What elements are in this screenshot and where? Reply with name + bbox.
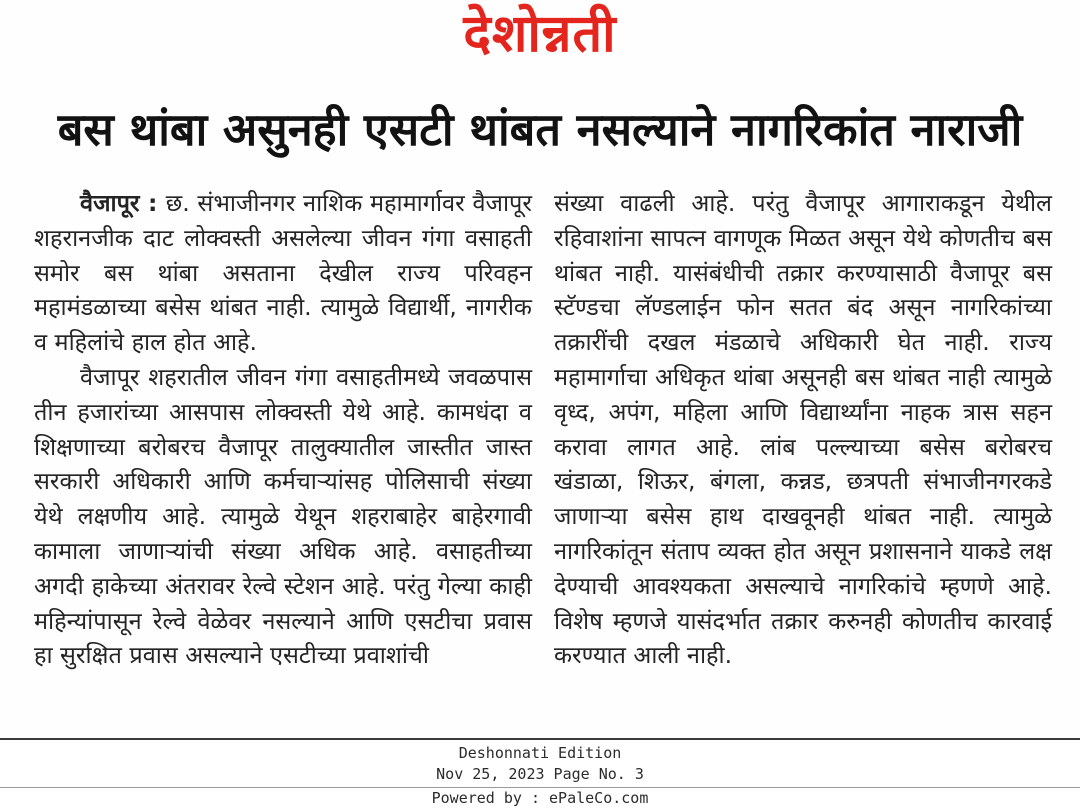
paragraph-text: संख्या वाढली आहे. परंतु वैजापूर आगाराकडून येथील रहिवाशांना सापत्न वागणूक मिळत असून येथे कोणतीच बस थांबत नाही. यासंबंधीची तक्रार करण्यासाठी वैजापूर बस स्टॅण्डचा लॅण्डलाईन फोन सतत बंद असून नागरिकांच्या तक्रारींची दखल मंडळाचे अधिकारी घेत नाही. राज्य महामार्गाचा अधिकृत थांबा असूनही बस थांबत नाही त्यामुळे वृध्द, अपंग, महिला आणि विद्यार्थ्यांना नाहक त्रास सहन करावा लागत आहे. लांब पल्ल्याच्या बसेस बरोबरच खंडाळा, शिऊर, बंगला, कन्नड, छत्रपती संभाजीनगरकडे जाणाऱ्या बसेस हाथ दाखवूनही थांबत नाही. त्यामुळे नागरिकांतून संताप व्यक्त होत असून प्रशासनाने याकडे लक्ष देण्याची आवश्यकता असल्याचे नागरिकांचे म्हणणे आहे. विशेष म्हणजे यासंदर्भात तक्रार करुनही कोणतीच कारवाई करण्यात आली नाही. <box>554 189 1052 670</box>
dateline-lead: वैजापूर : <box>80 189 166 217</box>
masthead <box>0 0 1080 72</box>
newspaper-title: देशोन्नती <box>463 4 617 64</box>
paragraph-text: वैजापूर शहरातील जीवन गंगा वसाहतीमध्ये जवळपास तीन हजारांच्या आसपास लोक्वस्ती येथे आहे. कामधंदा व शिक्षणाच्या बरोबरच वैजापूर तालुक्यातील जास्तीत जास्त सरकारी अधिकारी आणि कर्मचाऱ्यांसह पोलिसाची संख्या येथे लक्षणीय आहे. त्यामुळे येथून शहराबाहेर बाहेरगावी कामाला जाणाऱ्यांची संख्या अधिक आहे. वसाहतीच्या अगदी हाकेच्या अंतरावर रेल्वे स्टेशन आहे. परंतु गेल्या काही महिन्यांपासून रेल्वे वेळेवर नसल्याने आणि एसटीचा प्रवास हा सुरक्षित प्रवास असल्याने एसटीच्या प्रवाशांची <box>34 362 532 670</box>
article-column-right <box>554 186 1052 673</box>
paragraph-text: छ. संभाजीनगर नाशिक महामार्गावर वैजापूर शहरानजीक दाट लोक्वस्ती असलेल्या जीवन गंगा वसाहती समोर बस थांबा असताना देखील राज्य परिवहन महामंडळाच्या बसेस थांबत नाही. त्यामुळे विद्यार्थी, नागरीक व महिलांचे हाल होत आहे. <box>34 189 532 357</box>
paragraph <box>554 186 1052 673</box>
paragraph <box>34 186 532 360</box>
footer <box>0 738 1080 807</box>
article-column-left <box>34 186 532 673</box>
article-headline: बस थांबा असुनही एसटी थांबत नसल्याने नागरिकांत नाराजी <box>57 103 1023 156</box>
paragraph <box>34 360 532 673</box>
footer-date-page: Nov 25, 2023 Page No. 3 <box>436 765 644 783</box>
footer-edition: Deshonnati Edition <box>458 744 622 762</box>
footer-powered-by: Powered by : ePaleCo.com <box>431 789 649 807</box>
article-body <box>0 160 1080 673</box>
